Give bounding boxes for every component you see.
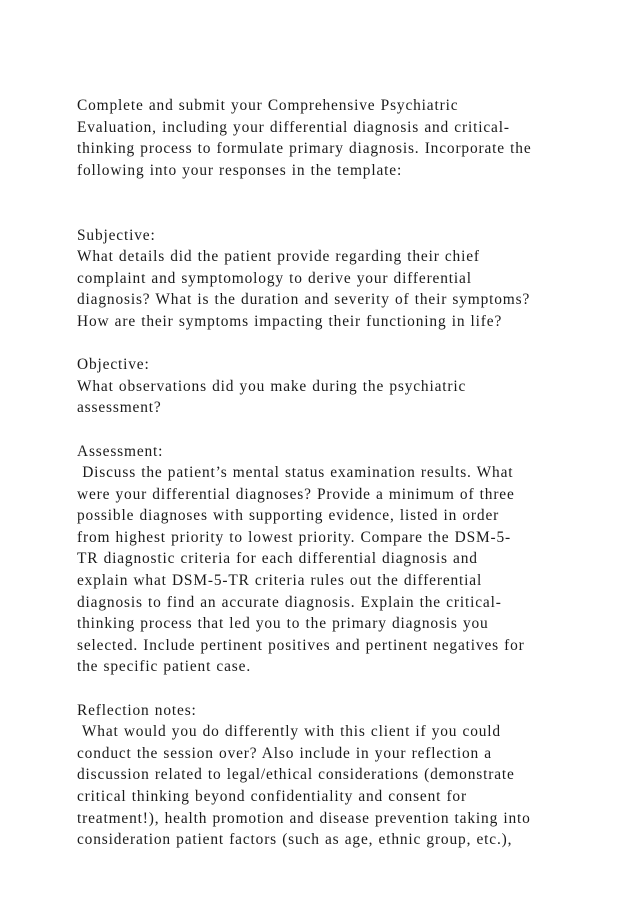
text-line: Evaluation, including your differential diagnosis and critical-	[77, 118, 510, 136]
spacer	[77, 181, 577, 224]
text-line: conduct the session over? Also include in your reflection a	[77, 744, 492, 762]
section-heading: Subjective:	[77, 226, 156, 244]
text-line: from highest priority to lowest priority. Compare the DSM-5-	[77, 528, 512, 546]
subjective-section	[77, 225, 577, 333]
intro-paragraph	[77, 95, 577, 181]
document-body	[77, 95, 577, 851]
spacer	[77, 333, 577, 355]
reflection-section	[77, 700, 577, 851]
objective-section	[77, 354, 577, 419]
text-line: discussion related to legal/ethical considerations (demonstrate	[77, 766, 515, 784]
text-line: following into your responses in the template:	[77, 161, 403, 179]
text-line: What observations did you make during the psychiatric	[77, 377, 467, 395]
text-line: How are their symptoms impacting their functioning in life?	[77, 312, 503, 330]
text-line: consideration patient factors (such as age, ethnic group, etc.),	[77, 831, 513, 849]
section-heading: Reflection notes:	[77, 701, 197, 719]
text-line: complaint and symptomology to derive your differential	[77, 269, 472, 287]
text-line: TR diagnostic criteria for each differential diagnosis and	[77, 550, 478, 568]
text-line: selected. Include pertinent positives and pertinent negatives for	[77, 636, 525, 654]
text-line: were your differential diagnoses? Provide a minimum of three	[77, 485, 515, 503]
section-heading: Objective:	[77, 356, 150, 374]
text-line: Complete and submit your Comprehensive Psychiatric	[77, 97, 459, 114]
text-line: What details did the patient provide regarding their chief	[77, 248, 480, 266]
section-heading: Assessment:	[77, 442, 164, 460]
text-line: critical thinking beyond confidentiality and consent for	[77, 788, 467, 805]
text-line: treatment!), health promotion and disease prevention taking into	[77, 809, 531, 827]
text-line: diagnosis to find an accurate diagnosis. Explain the critical-	[77, 593, 502, 611]
text-line: possible diagnoses with supporting evidence, listed in order	[77, 507, 500, 525]
text-line: Discuss the patient’s mental status examination results. What	[77, 464, 514, 482]
assessment-section	[77, 441, 577, 679]
text-line: the specific patient case.	[77, 658, 252, 676]
text-line: diagnosis? What is the duration and severity of their symptoms?	[77, 291, 531, 309]
text-line: assessment?	[77, 399, 162, 417]
text-line: thinking process to formulate primary diagnosis. Incorporate the	[77, 140, 532, 158]
spacer	[77, 419, 577, 441]
text-line: thinking process that led you to the primary diagnosis you	[77, 615, 489, 633]
spacer	[77, 678, 577, 700]
text-line: What would you do differently with this client if you could	[77, 723, 501, 741]
text-line: explain what DSM-5-TR criteria rules out the differential	[77, 572, 483, 590]
